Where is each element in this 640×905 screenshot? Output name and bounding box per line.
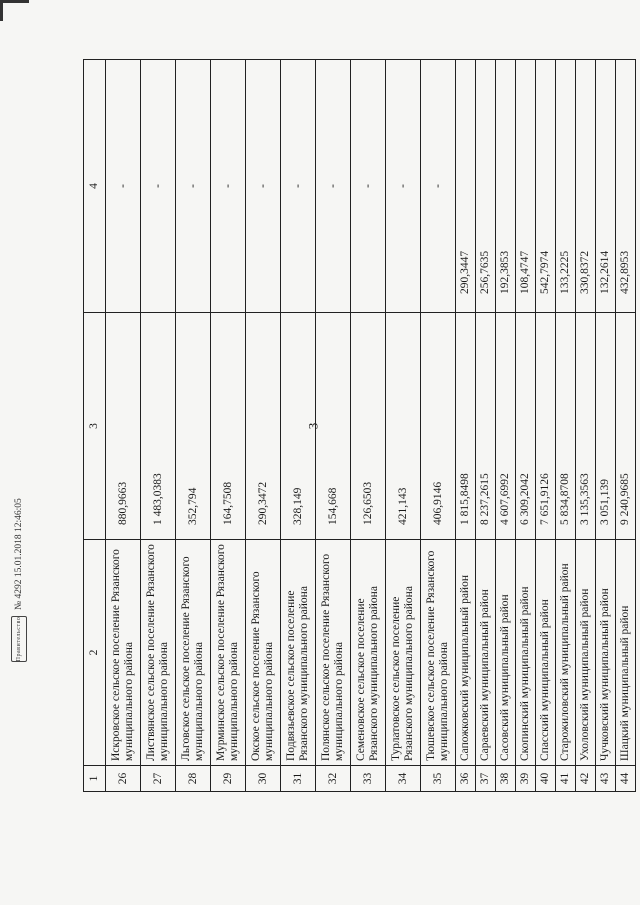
row-number: 41	[556, 766, 576, 792]
row-value-col3: 406,9146	[421, 313, 456, 540]
row-number: 33	[351, 766, 386, 792]
table-row	[476, 60, 496, 792]
row-number: 31	[281, 766, 316, 792]
row-name: Льговское сельское поселение Рязанского муниципального района	[176, 540, 211, 766]
table-row	[596, 60, 616, 792]
row-name: Мурминское сельское поселение Рязанского муниципального района	[211, 540, 246, 766]
row-value-col3: 126,6503	[351, 313, 386, 540]
row-name: Ухоловский муниципальный район	[576, 540, 596, 766]
table-row	[456, 60, 476, 792]
stamp-text: № 4292 15.01.2018 12:46:05	[14, 498, 24, 610]
row-number: 26	[106, 766, 141, 792]
data-table-wrapper	[83, 60, 631, 792]
table-row	[316, 60, 351, 792]
row-value-col4: -	[351, 60, 386, 313]
row-value-col3: 3 051,139	[596, 313, 616, 540]
row-value-col4: -	[211, 60, 246, 313]
row-value-col4: 108,4747	[516, 60, 536, 313]
stamp-logo-text: Правительство	[16, 616, 22, 662]
row-value-col3: 1 815,8498	[456, 313, 476, 540]
table-row	[246, 60, 281, 792]
row-value-col3: 352,794	[176, 313, 211, 540]
row-number: 35	[421, 766, 456, 792]
row-value-col4: 542,7974	[536, 60, 556, 313]
row-name: Искровское сельское поселение Рязанского муниципального района	[106, 540, 141, 766]
row-number: 29	[211, 766, 246, 792]
table-row	[176, 60, 211, 792]
table-body	[106, 60, 636, 792]
row-number: 38	[496, 766, 516, 792]
row-value-col4: -	[421, 60, 456, 313]
header-col-1: 1	[84, 766, 106, 792]
row-value-col4: 192,3853	[496, 60, 516, 313]
table-row	[386, 60, 421, 792]
row-value-col4: -	[106, 60, 141, 313]
table-row	[421, 60, 456, 792]
row-value-col3: 880,9663	[106, 313, 141, 540]
row-value-col3: 421,143	[386, 313, 421, 540]
row-value-col3: 7 651,9126	[536, 313, 556, 540]
table-row	[351, 60, 386, 792]
row-number: 39	[516, 766, 536, 792]
scan-corner-mark	[0, 0, 29, 21]
row-name: Чучковский муниципальный район	[596, 540, 616, 766]
table-row	[141, 60, 176, 792]
row-name: Сапожковский муниципальный район	[456, 540, 476, 766]
row-number: 32	[316, 766, 351, 792]
row-number: 34	[386, 766, 421, 792]
budget-allocation-table	[83, 59, 636, 792]
row-value-col4: 132,2614	[596, 60, 616, 313]
row-value-col3: 154,668	[316, 313, 351, 540]
row-value-col3: 8 237,2615	[476, 313, 496, 540]
row-value-col3: 5 834,8708	[556, 313, 576, 540]
registration-stamp	[8, 434, 30, 662]
table-row	[106, 60, 141, 792]
row-name: Сараевский муниципальный район	[476, 540, 496, 766]
row-value-col4: -	[176, 60, 211, 313]
table-row	[556, 60, 576, 792]
row-number: 37	[476, 766, 496, 792]
row-name: Листвянское сельское поселение Рязанского муниципального района	[141, 540, 176, 766]
row-value-col3: 290,3472	[246, 313, 281, 540]
row-value-col4: 432,8953	[616, 60, 636, 313]
row-value-col3: 6 309,2042	[516, 313, 536, 540]
row-value-col4: -	[386, 60, 421, 313]
row-value-col3: 164,7508	[211, 313, 246, 540]
row-value-col4: 330,8372	[576, 60, 596, 313]
row-value-col4: -	[141, 60, 176, 313]
row-name: Старожиловский муниципальный район	[556, 540, 576, 766]
row-value-col3: 4 607,6992	[496, 313, 516, 540]
row-value-col3: 9 240,9685	[616, 313, 636, 540]
row-value-col3: 3 135,3563	[576, 313, 596, 540]
row-name: Подвязьевское сельское поселение Рязанского муниципального района	[281, 540, 316, 766]
row-name: Полянское сельское поселение Рязанского муниципального района	[316, 540, 351, 766]
row-value-col4: 290,3447	[456, 60, 476, 313]
row-number: 43	[596, 766, 616, 792]
table-row	[211, 60, 246, 792]
stamp-logo	[11, 616, 27, 662]
row-name: Окское сельское поселение Рязанского муниципального района	[246, 540, 281, 766]
row-number: 28	[176, 766, 211, 792]
row-number: 27	[141, 766, 176, 792]
table-row	[576, 60, 596, 792]
table-row	[616, 60, 636, 792]
row-number: 36	[456, 766, 476, 792]
row-number: 40	[536, 766, 556, 792]
row-name: Турлатовское сельское поселение Рязанского муниципального района	[386, 540, 421, 766]
row-number: 42	[576, 766, 596, 792]
row-number: 30	[246, 766, 281, 792]
header-col-3: 3	[84, 313, 106, 540]
row-name: Скопинский муниципальный район	[516, 540, 536, 766]
row-name: Спасский муниципальный район	[536, 540, 556, 766]
row-number: 44	[616, 766, 636, 792]
row-value-col4: -	[246, 60, 281, 313]
header-col-2: 2	[84, 540, 106, 766]
table-row	[496, 60, 516, 792]
row-name: Тюшевское сельское поселение Рязанского муниципального района	[421, 540, 456, 766]
row-value-col4: -	[281, 60, 316, 313]
row-name: Сасовский муниципальный район	[496, 540, 516, 766]
row-value-col3: 328,149	[281, 313, 316, 540]
row-name: Семеновское сельское поселение Рязанского муниципального района	[351, 540, 386, 766]
row-value-col4: -	[316, 60, 351, 313]
table-row	[536, 60, 556, 792]
header-col-4: 4	[84, 60, 106, 313]
row-value-col4: 256,7635	[476, 60, 496, 313]
table-row	[516, 60, 536, 792]
row-value-col4: 133,2225	[556, 60, 576, 313]
row-value-col3: 1 483,0383	[141, 313, 176, 540]
row-name: Шацкий муниципальный район	[616, 540, 636, 766]
table-header-row	[84, 60, 106, 792]
page-number: 3	[305, 422, 321, 430]
table-row	[281, 60, 316, 792]
